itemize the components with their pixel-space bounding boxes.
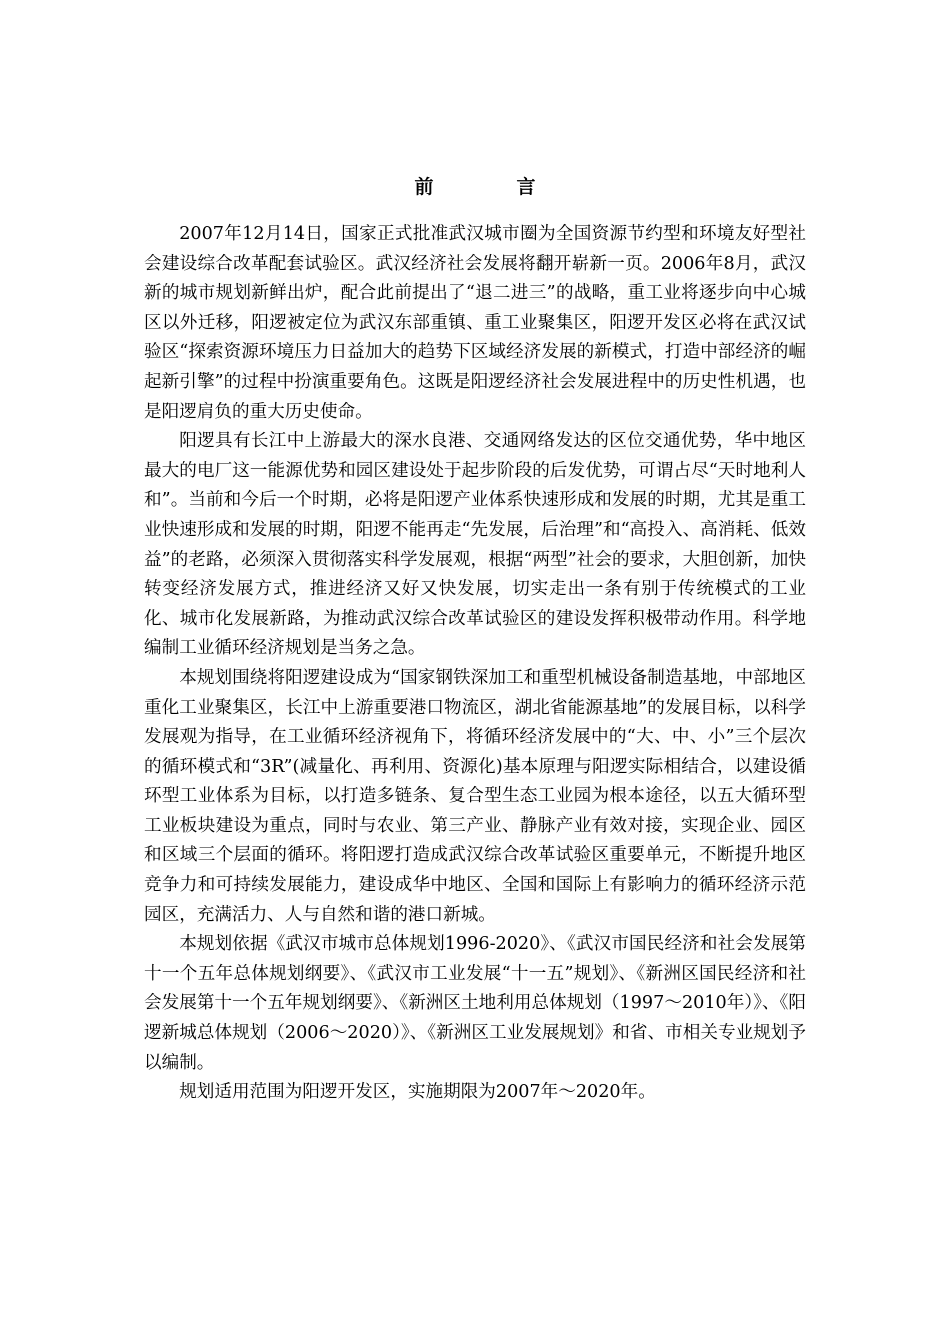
paragraph: 本规划依据《武汉市城市总体规划1996-2020》、《武汉市国民经济和社会发展第十一个五年总体规划纲要》、《武汉市工业发展“十一五”规划》、《新洲区国民经济和社会发展第十一个五年规划纲要》、《新洲区土地利用总体规划（1997～2010年）》、《阳逻新城总体规划（2006～2020）》、《新洲区工业发展规划》和省、市相关专业规划予以编制。 [144, 934, 806, 1073]
paragraph: 本规划围绕将阳逻建设成为“国家钢铁深加工和重型机械设备制造基地，中部地区重化工业聚集区，长江中上游重要港口物流区，湖北省能源基地”的发展目标，以科学发展观为指导，在工业循环经济视角下，将循环经济发展中的“大、中、小”三个层次的循环模式和“3R”(减量化、再利用、资源化)基本原理与阳逻实际相结合，以建设循环型工业体系为目标，以打造多链条、复合型生态工业园为根本途径，以五大循环型工业板块建设为重点，同时与农业、第三产业、静脉产业有效对接，实现企业、园区和区域三个层面的循环。将阳逻打造成武汉综合改革试验区重要单元，不断提升地区竞争力和可持续发展能力，建设成华中地区、全国和国际上有影响力的循环经济示范园区，充满活力、人与自然和谐的港口新城。 [144, 667, 806, 925]
document-body [144, 220, 806, 1108]
paragraph: 2007年12月14日，国家正式批准武汉城市圈为全国资源节约型和环境友好型社会建设综合改革配套试验区。武汉经济社会发展将翻开崭新一页。2006年8月，武汉新的城市规划新鲜出炉，配合此前提出了“退二进三”的战略，重工业将逐步向中心城区以外迁移，阳逻被定位为武汉东部重镇、重工业聚集区，阳逻开发区必将在武汉试验区“探索资源环境压力日益加大的趋势下区域经济发展的新模式，打造中部经济的崛起新引擎”的过程中扮演重要角色。这既是阳逻经济社会发展进程中的历史性机遇，也是阳逻肩负的重大历史使命。 [144, 224, 806, 422]
paragraph: 阳逻具有长江中上游最大的深水良港、交通网络发达的区位交通优势，华中地区最大的电厂这一能源优势和园区建设处于起步阶段的后发优势，可谓占尽“天时地利人和”。当前和今后一个时期，必将是阳逻产业体系快速形成和发展的时期，尤其是重工业快速形成和发展的时期，阳逻不能再走“先发展，后治理”和“高投入、高消耗、低效益”的老路，必须深入贯彻落实科学发展观，根据“两型”社会的要求，大胆创新，加快转变经济发展方式，推进经济又好又快发展，切实走出一条有别于传统模式的工业化、城市化发展新路，为推动武汉综合改革试验区的建设发挥积极带动作用。科学地编制工业循环经济规划是当务之急。 [144, 431, 806, 659]
paragraph: 规划适用范围为阳逻开发区，实施期限为2007年～2020年。 [179, 1082, 656, 1103]
page-title: 前 言 [414, 176, 568, 198]
